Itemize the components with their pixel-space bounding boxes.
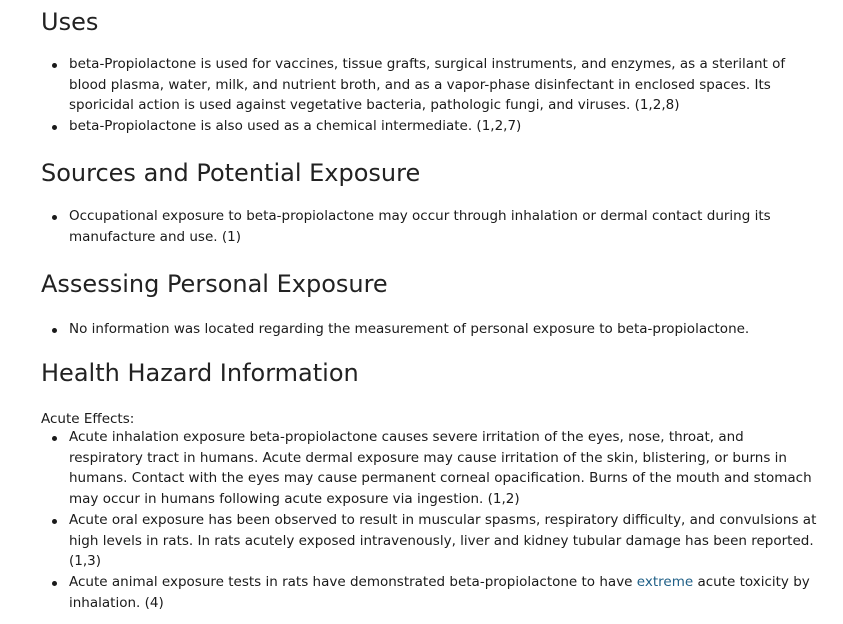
acute-effects-item: [41, 572, 821, 613]
uses-item: beta-Propiolactone is used for vaccines, tissue grafts, surgical instruments, and enzymes, as a sterilant of blood plasma, water, milk, and nutrient broth, and as a vapor-phase disinfectant in enclosed spaces. Its sporicidal action is used against vegetative bacteria, pathologic fungi, and viruses. (1,2,8): [41, 54, 821, 116]
assessing-item: No information was located regarding the measurement of personal exposure to beta-propiolactone.: [41, 319, 821, 340]
assessing-list: [41, 319, 821, 340]
acute-effects-label: Acute Effects:: [41, 411, 135, 427]
acute-effects-item: Acute oral exposure has been observed to result in muscular spasms, respiratory difficulty, and convulsions at high levels in rats. In rats acutely exposed intravenously, liver and kidney tubular damage has been reported. (1,3): [41, 510, 821, 572]
sources-list: [41, 206, 821, 247]
uses-item: beta-Propiolactone is also used as a chemical intermediate. (1,2,7): [41, 116, 821, 137]
extreme-definition-link[interactable]: extreme: [636, 573, 694, 590]
acute-effects-item: Acute inhalation exposure beta-propiolactone causes severe irritation of the eyes, nose, throat, and respiratory tract in humans. Acute dermal exposure may cause irritation of the skin, blistering, or burns in humans. Contact with the eyes may cause permanent corneal opacification. Burns of the mouth and stomach may occur in humans following acute exposure via ingestion. (1,2): [41, 427, 821, 510]
acute-effects-list: [41, 427, 821, 613]
acute-effects-item-text-end: acute toxicity by inhalation. (4): [69, 573, 810, 611]
uses-heading: Uses: [41, 8, 99, 36]
health-heading: Health Hazard Information: [41, 359, 359, 387]
assessing-heading: Assessing Personal Exposure: [41, 270, 388, 298]
sources-item: Occupational exposure to beta-propiolactone may occur through inhalation or dermal contact during its manufacture and use. (1): [41, 206, 821, 247]
uses-list: [41, 54, 821, 137]
acute-effects-item-text-start: Acute animal exposure tests in rats have demonstrated beta-propiolactone to have: [69, 573, 637, 590]
sources-heading: Sources and Potential Exposure: [41, 159, 421, 187]
